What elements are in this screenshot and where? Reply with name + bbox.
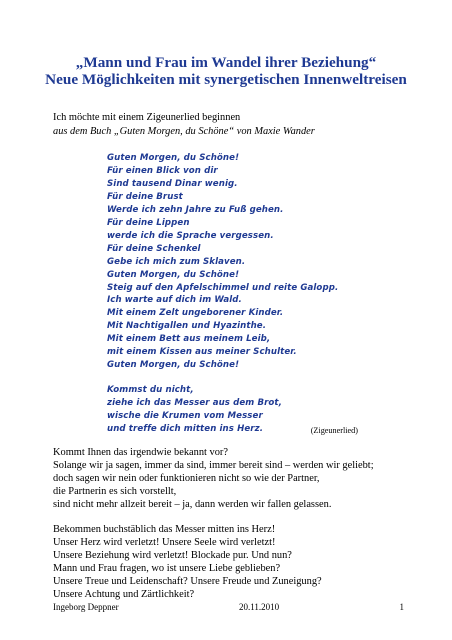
- poem-line: wische die Krumen vom Messer: [107, 411, 263, 422]
- poem-attribution: (Zigeunerlied): [310, 426, 358, 435]
- title-line-2: Neue Möglichkeiten mit synergetischen Innenweltreisen: [45, 71, 407, 88]
- poem-line: Mit einem Bett aus meinem Leib,: [107, 334, 271, 345]
- paragraph-line: Unsere Treue und Leidenschaft? Unsere Freude und Zuneigung?: [53, 575, 322, 587]
- poem-line: und treffe dich mitten ins Herz.: [107, 424, 264, 435]
- poem-line: Steig auf den Apfelschimmel und reite Galopp.: [107, 282, 339, 293]
- footer-page-number: 1: [399, 602, 404, 612]
- paragraph-line: doch sagen wir nein oder funktionieren nicht so wie der Partner,: [53, 472, 320, 484]
- paragraph-line: sind nicht mehr allzeit bereit – ja, dann werden wir fallen gelassen.: [53, 498, 332, 510]
- poem-stanza-2: [107, 384, 338, 436]
- poem-line: Für deine Brust: [107, 191, 183, 202]
- poem-line: Guten Morgen, du Schöne!: [107, 153, 240, 163]
- poem-line: Guten Morgen, du Schöne!: [107, 269, 240, 280]
- stanza-gap: [107, 372, 338, 384]
- poem-line: ziehe ich das Messer aus dem Brot,: [107, 398, 283, 409]
- page-footer: [53, 602, 404, 613]
- intro-text: [53, 111, 315, 138]
- paragraph-1: [53, 447, 374, 512]
- paragraph-line: die Partnerin es sich vorstellt,: [53, 485, 177, 497]
- poem-line: Sind tausend Dinar wenig.: [107, 178, 238, 189]
- poem-line: Guten Morgen, du Schöne!: [107, 360, 240, 371]
- poem-line: Gebe ich mich zum Sklaven.: [107, 256, 246, 267]
- poem-line: Kommst du nicht,: [107, 385, 194, 396]
- poem-line: Für deine Lippen: [107, 217, 190, 228]
- poem-line: Werde ich zehn Jahre zu Fuß gehen.: [107, 204, 284, 215]
- paragraph-line: Bekommen buchstäblich das Messer mitten ins Herz!: [53, 524, 276, 535]
- footer-date: 20.11.2010: [238, 602, 280, 612]
- poem: [107, 152, 338, 436]
- paragraph-line: Unser Herz wird verletzt! Unsere Seele wird verletzt!: [53, 536, 276, 548]
- poem-line: Für einen Blick von dir: [107, 165, 218, 176]
- poem-line: mit einem Kissen aus meiner Schulter.: [107, 347, 297, 358]
- paragraph-line: Unsere Beziehung wird verletzt! Blockade pur. Und nun?: [53, 549, 292, 561]
- paragraph-line: Solange wir ja sagen, immer da sind, immer bereit sind – werden wir geliebt;: [53, 459, 374, 471]
- document-title: [30, 54, 422, 88]
- title-line-1: „Mann und Frau im Wandel ihrer Beziehung“: [75, 54, 377, 71]
- poem-stanza-1: [107, 152, 338, 372]
- intro-line: Ich möchte mit einem Zigeunerlied beginnen: [53, 112, 241, 123]
- paragraph-line: Kommt Ihnen das irgendwie bekannt vor?: [53, 447, 228, 458]
- paragraph-line: Unsere Achtung und Zärtlichkeit?: [53, 588, 195, 600]
- poem-line: werde ich die Sprache vergessen.: [107, 230, 274, 241]
- paragraph-line: Mann und Frau fragen, wo ist unsere Liebe geblieben?: [53, 562, 281, 574]
- poem-line: Mit Nachtigallen und Hyazinthe.: [107, 321, 267, 332]
- poem-line: Für deine Schenkel: [107, 243, 201, 254]
- poem-line: Mit einem Zelt ungeborener Kinder.: [107, 308, 284, 319]
- poem-line: Ich warte auf dich im Wald.: [107, 295, 242, 306]
- intro-source: aus dem Buch „Guten Morgen, du Schöne“ von Maxie Wander: [53, 125, 315, 137]
- paragraph-2: [53, 524, 322, 601]
- footer-author: Ingeborg Deppner: [53, 602, 119, 612]
